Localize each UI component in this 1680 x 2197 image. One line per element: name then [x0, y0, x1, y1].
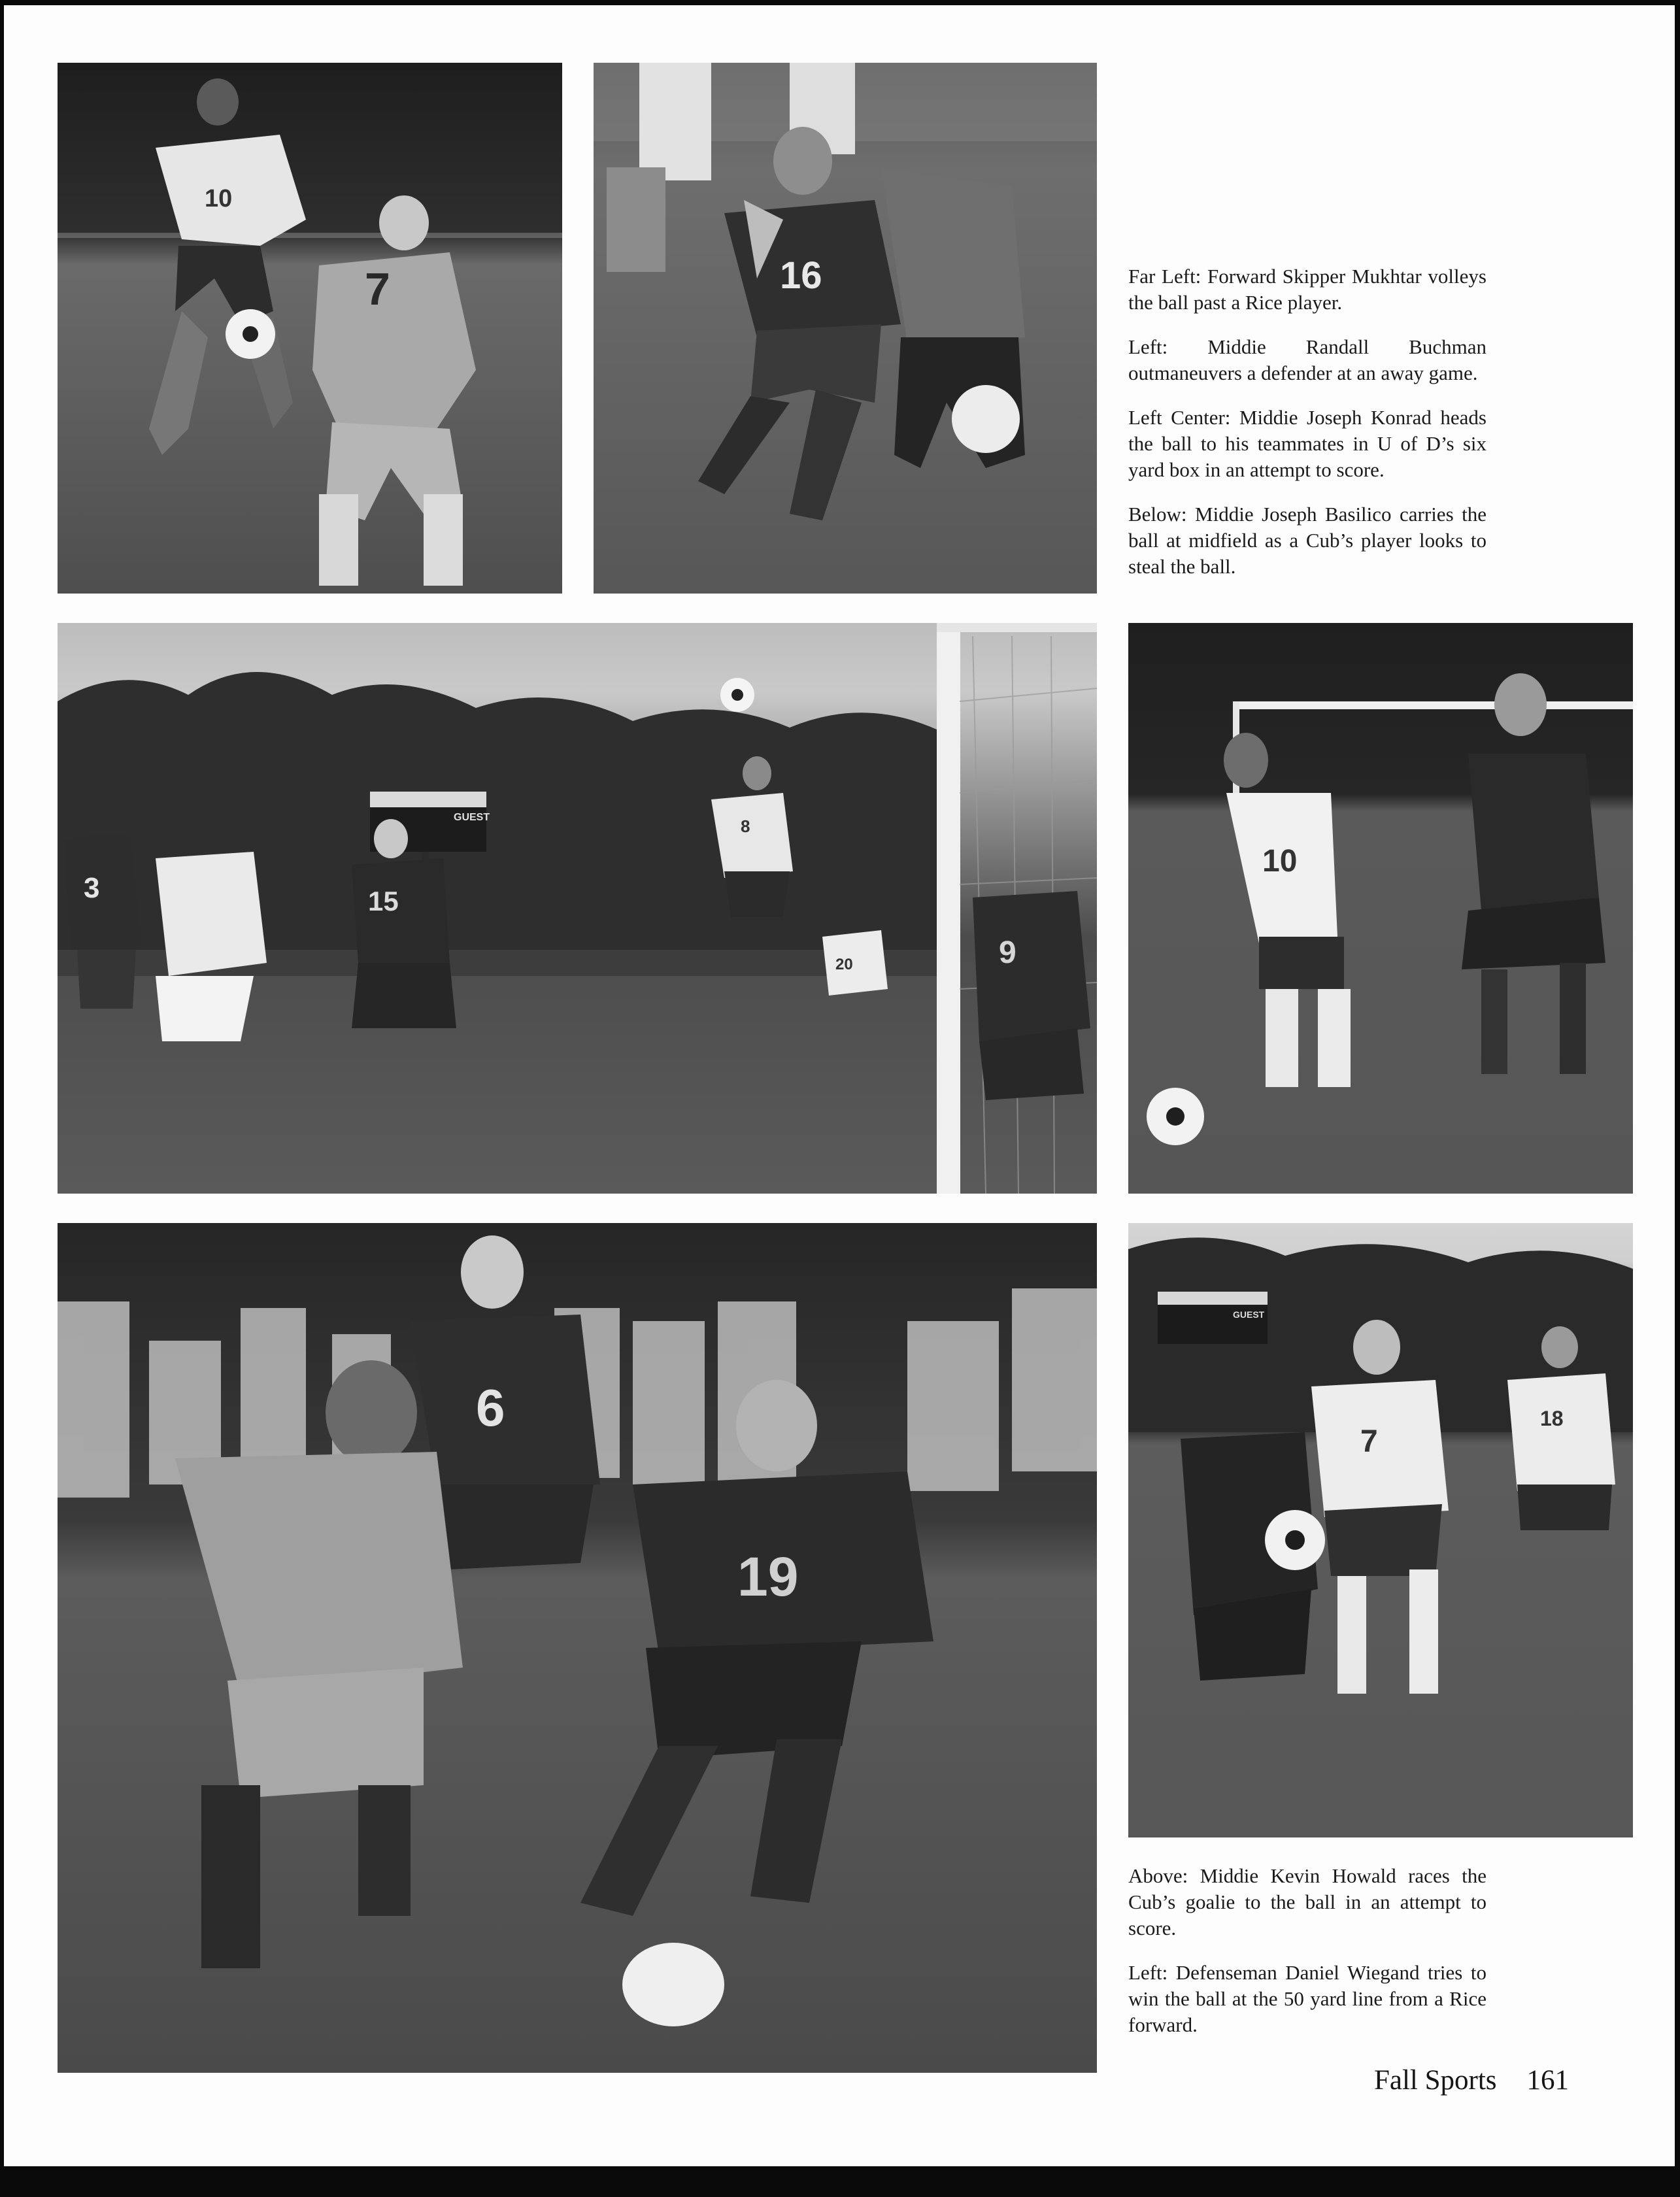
jersey-number: 3 [84, 872, 100, 904]
photo-midfielder-outmaneuvers [594, 63, 1097, 594]
jersey-number: 19 [737, 1546, 799, 1607]
jersey-number: 10 [205, 185, 233, 212]
photo-forward-volley [58, 63, 562, 594]
page-footer [1374, 2064, 1569, 2096]
caption-below: Below: Middie Joseph Basilico carries the ball at midfield as a Cub’s player looks to steal the ball. [1128, 503, 1487, 578]
caption-far-left: Far Left: Forward Skipper Mukhtar volleys the ball past a Rice player. [1128, 265, 1487, 314]
page-number: 161 [1526, 2065, 1569, 2096]
photo-midfield-carry [1128, 623, 1633, 1194]
jersey-number: 18 [1540, 1407, 1564, 1430]
jersey-number: 7 [365, 263, 390, 314]
section-title: Fall Sports [1373, 2065, 1497, 2096]
caption-above: Above: Middie Kevin Howald races the Cub’s goalie to the ball in an attempt to score. [1128, 1864, 1487, 1939]
scoreboard-label: GUEST [454, 812, 490, 823]
jersey-number: 7 [1360, 1424, 1378, 1459]
caption-left-center: Left Center: Middie Joseph Konrad heads the ball to his teammates in U of D’s six yard box in an attempt to score. [1128, 406, 1487, 481]
jersey-number: 9 [999, 935, 1016, 970]
caption-left-bottom: Left: Defenseman Daniel Wiegand tries to win the ball at the 50 yard line from a Rice forward. [1128, 1961, 1487, 2036]
jersey-number: 6 [476, 1379, 505, 1437]
jersey-number: 15 [368, 886, 399, 916]
caption-left: Left: Middie Randall Buchman outmaneuvers a defender at an away game. [1128, 335, 1487, 384]
captions-bottom [1128, 1863, 1487, 2056]
jersey-number: 16 [780, 254, 822, 297]
scoreboard-label: GUEST [1233, 1309, 1265, 1320]
yearbook-page [4, 5, 1675, 2166]
photo-goalie-race [1128, 1223, 1633, 1837]
jersey-number: 10 [1262, 844, 1298, 879]
photo-defenseman-challenge [58, 1223, 1097, 2073]
jersey-number: 8 [741, 816, 750, 836]
photo-header-goal-attempt [58, 623, 1097, 1194]
captions-top [1128, 263, 1487, 598]
jersey-number: 20 [835, 956, 853, 973]
